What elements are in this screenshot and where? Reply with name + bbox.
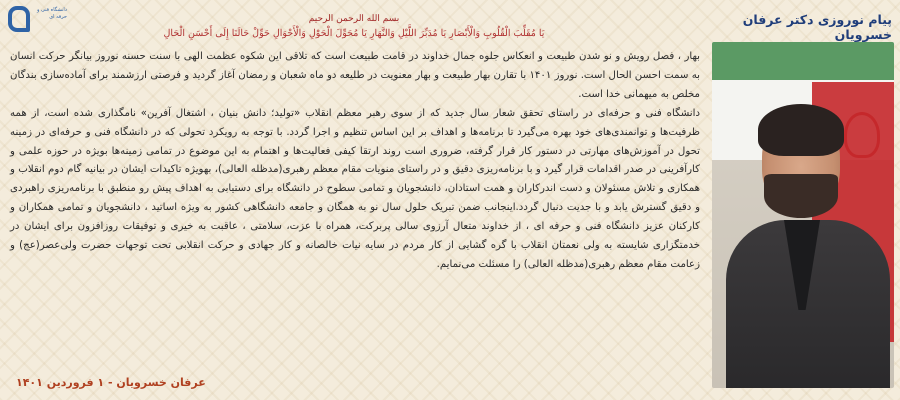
message-paragraph: دانشگاه فنی و حرفه‌ای در راستای تحقق شعار سال جدید که از سوی رهبر معظم انقلاب «تولید؛ دانش بنیان ، اشتغال آفرین» نامگذاری شده است، از همه ظرفیت‌ها و توانمندی‌های خود بهره می‌گیرد تا برنامه‌ها و اهداف بر این اساس تنظیم و اجرا گردد. با توجه به رویکرد تحولی که در دانشگاه فنی و حرفه‌ای در زمینه تحول در آموزش‌های مهارتی در دستور کار قرار گرفته، ضروری است روند ارتقا کیفی فعالیت‌ها و اهتمام به این موضوع در تمامی زمینه‌ها بویژه در حوزه علمی و کارآفرینی در صدر اقدامات قرار گیرد و با برنامه‌ریزی دقیق و در راستای منویات مقام معظم رهبری(مدظله العالی)، بهویژه تاکیدات ایشان در بیانیه گام دوم انقلاب و همکاری و تلاش مسئولان و دست اندرکاران و همت استادان، دانشجویان و تمامی سطوح در دانشگاه برای دستیابی به اهداف پیش رو منطبق با برنامه‌ریزی راهبردی و دقیق گسترش یابد و با جدیت دنبال گردد.اینجانب ضمن تبریک حلول سال نو به همگان و جامعه دانشگاهی کشور به ویژه اساتید ، دانشجویان و تمامی همکاران و کارکنان عزیز دانشگاه فنی و حرفه ای ، از خداوند متعال آرزوی سالی پربرکت، همراه با عزت، سلامتی ، عاقبت به خیری و توفیقات روزافزون برای ایشان در خدمتگزاری شایسته به ولی نعمتان انقلاب با گره گشایی از کار مردم در سایه نیات خالصانه و کار جهادی و حرکت انقلابی تحت توجهات حضرت ولی‌عصر(عج) و زعامت مقام معظم رهبری(مدظله العالی) را مسئلت می‌نمایم. (10, 107, 700, 270)
message-paragraph: بهار ، فصل رویش و نو شدن طبیعت و انعکاس جلوه جمال خداوند در قامت طبیعت است که تلاقی این شکوه عظمت الهی با سنت حسنه نوروز بیانگر حرکت انسان به سمت احسن الحال است. نوروز ۱۴۰۱ با تقارن بهار طبیعت و بهار معنویت در طلیعه دو ماه شعبان و رمضان آغاز گردید و فرصتی ارزشمند برای آماده‌سازی بندگان مخلص به میهمانی خدا است. (10, 51, 701, 100)
logo-text: دانشگاه فنی و حرفه ای (36, 7, 67, 20)
bismillah: بسم الله الرحمن الرحیم (308, 14, 400, 24)
new-year-prayer: یَا مُقَلِّبَ الْقُلُوبِ وَالْأَبْصَارِ یَا مُدَبِّرَ اللَّیْلِ وَالنَّهَارِ یَا مُحَوِّلَ الْحَوْلِ وَالْأَحْوَالِ حَوِّلْ حَالَنَا إِلَى أَحْسَنِ الْحَالِ (163, 28, 545, 39)
message-body (10, 48, 700, 370)
portrait-hair (758, 104, 844, 156)
logo-icon (6, 4, 28, 34)
portrait-photo (712, 42, 894, 388)
portrait-beard (764, 174, 838, 218)
signature: عرفان خسرویان - ۱ فروردین ۱۴۰۱ (16, 376, 206, 389)
page-title: پیام نوروزی دکتر عرفان خسرویان (742, 12, 892, 42)
flag-emblem-icon (844, 112, 880, 158)
